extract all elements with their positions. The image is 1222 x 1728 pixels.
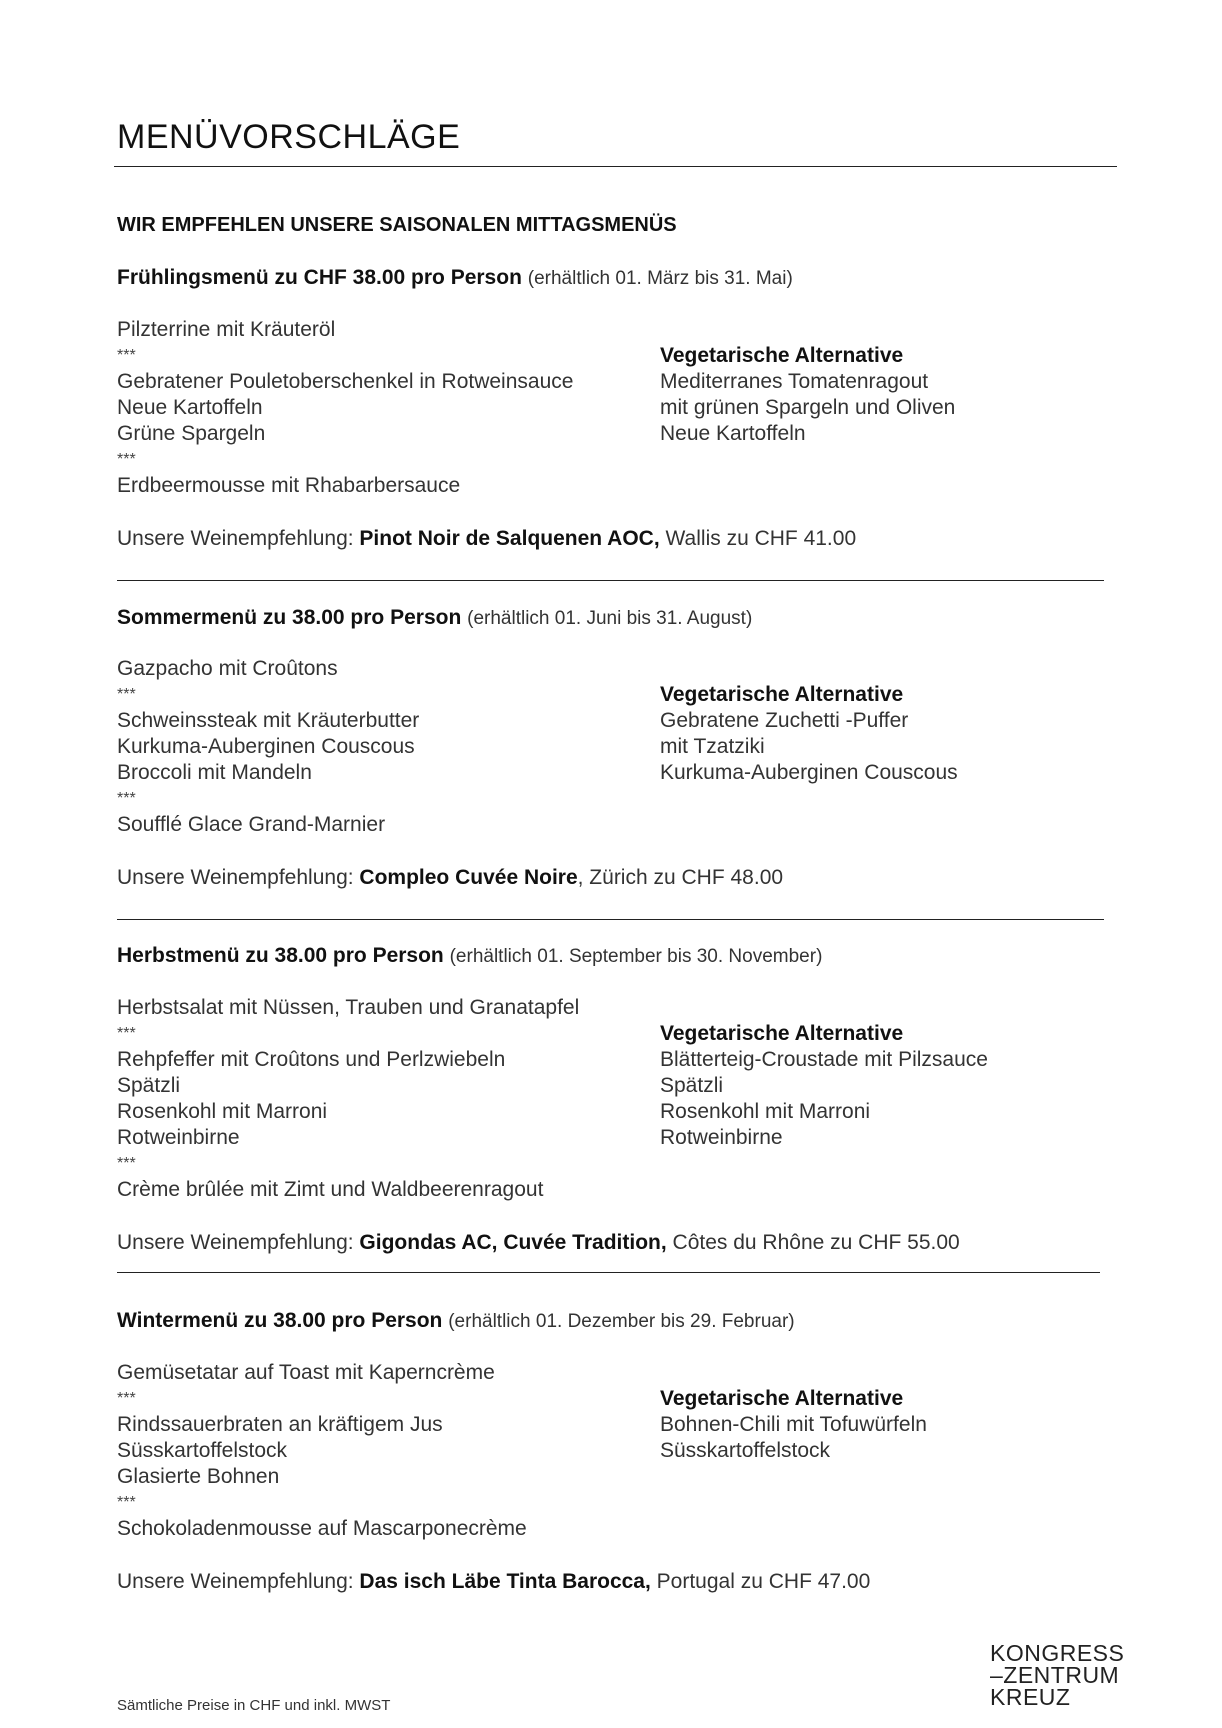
course-item: Kurkuma-Auberginen Couscous: [117, 735, 415, 758]
section-divider: [117, 919, 1104, 920]
wine-details: Côtes du Rhône zu CHF 55.00: [672, 1231, 960, 1254]
vegetarian-item: Rotweinbirne: [660, 1126, 783, 1149]
course-separator: ***: [117, 1390, 136, 1407]
menu-heading: [117, 266, 793, 290]
menu-availability: (erhältlich 01. September bis 30. November): [449, 946, 823, 967]
kongresszentrum-logo: [990, 1642, 1124, 1708]
course-separator: ***: [117, 1155, 136, 1172]
course-separator: ***: [117, 1494, 136, 1511]
vegetarian-item: mit grünen Spargeln und Oliven: [660, 396, 956, 419]
logo-line: KONGRESS: [990, 1640, 1125, 1666]
main-courses: [117, 317, 573, 499]
vegetarian-title: Vegetarische Alternative: [660, 683, 904, 706]
vegetarian-title: Vegetarische Alternative: [660, 1022, 904, 1045]
vegetarian-alternative: [660, 1021, 988, 1151]
course-item: Gazpacho mit Croûtons: [117, 657, 338, 680]
wine-name: Gigondas AC, Cuvée Tradition,: [359, 1231, 667, 1254]
title-rule: [114, 166, 1117, 167]
course-separator: ***: [117, 790, 136, 807]
course-item: Herbstsalat mit Nüssen, Trauben und Granatapfel: [117, 996, 580, 1019]
course-item: Süsskartoffelstock: [117, 1439, 288, 1462]
vegetarian-item: mit Tzatziki: [660, 735, 765, 758]
course-item: Rosenkohl mit Marroni: [117, 1100, 328, 1123]
course-item: Grüne Spargeln: [117, 422, 266, 445]
vegetarian-item: Bohnen-Chili mit Tofuwürfeln: [660, 1413, 927, 1436]
menu-heading: [117, 1309, 795, 1333]
logo-line: –ZENTRUM: [990, 1662, 1120, 1688]
vegetarian-title: Vegetarische Alternative: [660, 1387, 904, 1410]
course-item: Schweinssteak mit Kräuterbutter: [117, 709, 420, 732]
course-item: Pilzterrine mit Kräuteröl: [117, 318, 336, 341]
wine-name: Das isch Läbe Tinta Barocca,: [359, 1570, 651, 1593]
course-separator: ***: [117, 451, 136, 468]
wine-prefix: Unsere Weinempfehlung:: [117, 1231, 354, 1254]
vegetarian-item: Blätterteig-Croustade mit Pilzsauce: [660, 1048, 988, 1071]
wine-details: , Zürich zu CHF 48.00: [577, 866, 784, 889]
course-separator: ***: [117, 686, 136, 703]
course-item: Neue Kartoffeln: [117, 396, 263, 419]
price-note: Sämtliche Preise in CHF und inkl. MWST: [117, 1697, 391, 1714]
section-divider: [117, 1272, 1100, 1273]
wine-name: Pinot Noir de Salquenen AOC,: [359, 527, 660, 550]
vegetarian-alternative: [660, 682, 958, 786]
vegetarian-item: Rosenkohl mit Marroni: [660, 1100, 871, 1123]
course-item: Rindssauerbraten an kräftigem Jus: [117, 1413, 443, 1436]
page-title: MENÜVORSCHLÄGE: [117, 118, 461, 156]
course-separator: ***: [117, 347, 136, 364]
main-courses: [117, 995, 579, 1203]
course-item: Rotweinbirne: [117, 1126, 240, 1149]
vegetarian-item: Kurkuma-Auberginen Couscous: [660, 761, 958, 784]
main-courses: [117, 656, 419, 838]
wine-recommendation: [117, 1570, 870, 1594]
menu-availability: (erhältlich 01. März bis 31. Mai): [527, 268, 793, 289]
menu-heading: [117, 944, 822, 968]
course-item: Gemüsetatar auf Toast mit Kaperncrème: [117, 1361, 495, 1384]
course-item: Broccoli mit Mandeln: [117, 761, 312, 784]
vegetarian-alternative: [660, 343, 955, 447]
logo-line: KREUZ: [990, 1684, 1071, 1710]
course-item: Glasierte Bohnen: [117, 1465, 280, 1488]
wine-recommendation: [117, 1231, 960, 1255]
wine-name: Compleo Cuvée Noire: [359, 866, 578, 889]
course-item: Erdbeermousse mit Rhabarbersauce: [117, 474, 461, 497]
vegetarian-title: Vegetarische Alternative: [660, 344, 904, 367]
wine-recommendation: [117, 866, 783, 890]
menu-title: Frühlingsmenü zu CHF 38.00 pro Person: [117, 266, 522, 289]
menu-availability: (erhältlich 01. Dezember bis 29. Februar): [448, 1311, 795, 1332]
wine-details: Portugal zu CHF 47.00: [656, 1570, 871, 1593]
menu-title: Sommermenü zu 38.00 pro Person: [117, 606, 462, 629]
wine-recommendation: [117, 527, 856, 551]
course-item: Rehpfeffer mit Croûtons und Perlzwiebeln: [117, 1048, 506, 1071]
vegetarian-alternative: [660, 1386, 927, 1464]
course-item: Crème brûlée mit Zimt und Waldbeerenragout: [117, 1178, 544, 1201]
course-separator: ***: [117, 1025, 136, 1042]
menu-title: Herbstmenü zu 38.00 pro Person: [117, 944, 444, 967]
vegetarian-item: Gebratene Zuchetti -Puffer: [660, 709, 909, 732]
menu-heading: [117, 606, 752, 630]
vegetarian-item: Süsskartoffelstock: [660, 1439, 831, 1462]
course-item: Soufflé Glace Grand-Marnier: [117, 813, 386, 836]
course-item: Gebratener Pouletoberschenkel in Rotweinsauce: [117, 370, 574, 393]
wine-prefix: Unsere Weinempfehlung:: [117, 527, 354, 550]
vegetarian-item: Spätzli: [660, 1074, 724, 1097]
vegetarian-item: Mediterranes Tomatenragout: [660, 370, 929, 393]
menu-availability: (erhältlich 01. Juni bis 31. August): [467, 608, 753, 629]
course-item: Spätzli: [117, 1074, 181, 1097]
main-courses: [117, 1360, 527, 1542]
section-divider: [117, 580, 1104, 581]
menu-title: Wintermenü zu 38.00 pro Person: [117, 1309, 443, 1332]
subtitle: WIR EMPFEHLEN UNSERE SAISONALEN MITTAGSMENÜS: [117, 214, 677, 236]
wine-prefix: Unsere Weinempfehlung:: [117, 1570, 354, 1593]
vegetarian-item: Neue Kartoffeln: [660, 422, 806, 445]
wine-prefix: Unsere Weinempfehlung:: [117, 866, 354, 889]
course-item: Schokoladenmousse auf Mascarponecrème: [117, 1517, 527, 1540]
wine-details: Wallis zu CHF 41.00: [665, 527, 857, 550]
